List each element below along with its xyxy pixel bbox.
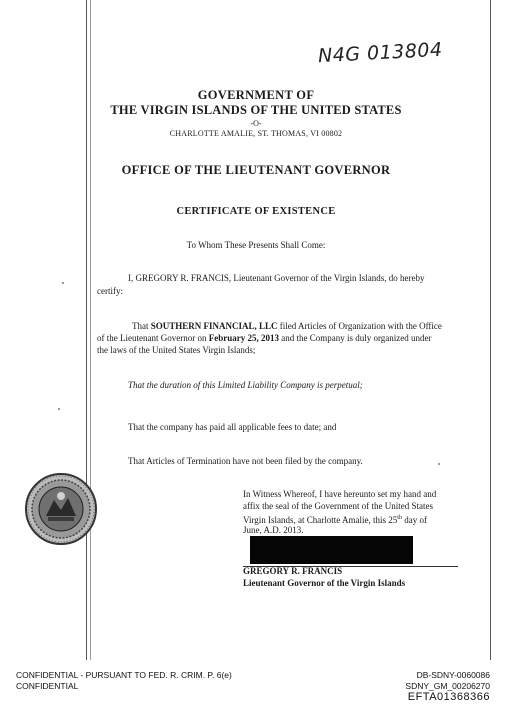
filing-date: February 25, 2013 bbox=[208, 333, 279, 343]
intro-line2: certify: bbox=[97, 286, 123, 296]
signatory-name: GREGORY R. FRANCIS bbox=[243, 566, 343, 576]
witness-line2: affix the seal of the Government of the United States bbox=[243, 501, 434, 511]
company-name: SOUTHERN FINANCIAL, LLC bbox=[150, 321, 278, 331]
fees-clause: That the company has paid all applicable fees to date; and bbox=[128, 422, 337, 432]
organization-line1: That SOUTHERN FINANCIAL, LLC filed Articles of Organization with the Office bbox=[132, 321, 442, 331]
footer-confidential-rule: CONFIDENTIAL - PURSUANT TO FED. R. CRIM. P. 6(e) bbox=[16, 670, 232, 680]
redaction-box bbox=[250, 536, 413, 564]
intro-line1: I, GREGORY R. FRANCIS, Lieutenant Governor of the Virgin Islands, do hereby bbox=[128, 273, 425, 283]
header-address: CHARLOTTE AMALIE, ST. THOMAS, VI 00802 bbox=[169, 129, 343, 138]
witness-line1: In Witness Whereof, I have hereunto set my hand and bbox=[243, 489, 437, 499]
salutation: To Whom These Presents Shall Come: bbox=[186, 240, 326, 250]
footer-bates-number: EFTA01368366 bbox=[407, 691, 490, 703]
header-government-of: GOVERNMENT OF bbox=[197, 88, 315, 102]
witness-line3: Virgin Islands, at Charlotte Amalie, this 25th day of bbox=[243, 515, 427, 525]
official-seal-icon bbox=[24, 472, 98, 546]
footer-sdny-id: SDNY_GM_00206270 bbox=[405, 681, 490, 691]
termination-clause: That Articles of Termination have not been filed by the company. bbox=[128, 456, 363, 466]
footer-db-id: DB-SDNY-0060086 bbox=[416, 670, 490, 680]
header-separator: -O- bbox=[250, 119, 262, 128]
handwritten-note: N4G 013804 bbox=[317, 38, 444, 68]
scan-speck bbox=[58, 408, 60, 410]
certificate-title: CERTIFICATE OF EXISTENCE bbox=[176, 206, 336, 217]
signatory-title: Lieutenant Governor of the Virgin Islands bbox=[243, 578, 406, 588]
footer-confidential: CONFIDENTIAL bbox=[16, 681, 79, 691]
office-title: OFFICE OF THE LIEUTENANT GOVERNOR bbox=[121, 163, 391, 177]
organization-line3: the laws of the United States Virgin Islands; bbox=[97, 345, 256, 355]
scan-speck bbox=[62, 282, 64, 284]
witness-line4: June, A.D. 2013. bbox=[243, 525, 304, 535]
organization-line2: of the Lieutenant Governor on February 25, 2013 and the Company is duly organized under bbox=[97, 333, 432, 343]
header-virgin-islands: THE VIRGIN ISLANDS OF THE UNITED STATES bbox=[110, 103, 402, 117]
duration-clause: That the duration of this Limited Liability Company is perpetual; bbox=[128, 380, 363, 390]
